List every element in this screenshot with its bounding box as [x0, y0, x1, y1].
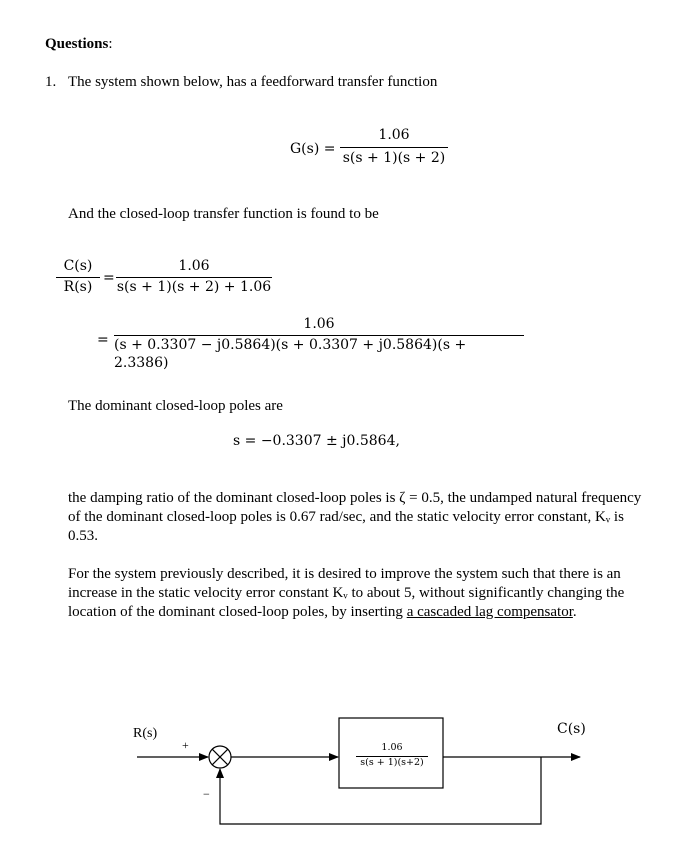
plant-numerator: 1.06 [381, 742, 403, 753]
dominant-poles-intro: The dominant closed-loop poles are [68, 398, 283, 414]
summing-plus-sign: + [182, 738, 189, 752]
lag-compensator-phrase: a cascaded lag compensator [406, 604, 573, 620]
closed-loop-denominator-1: s(s + 1)(s + 2) + 1.06 [116, 279, 272, 295]
diagram-output-label: C(s) [557, 721, 586, 737]
dominant-poles-value: s = −0.3307 ± j0.5864, [233, 433, 400, 449]
equals-sign-1: = [103, 270, 115, 286]
heading-text: Questions [45, 36, 109, 52]
c-over-r-denominator: R(s) [63, 279, 93, 295]
c-over-r-numerator: C(s) [63, 258, 93, 274]
objective-period: . [572, 604, 577, 620]
g-lhs: G(s) = [290, 141, 336, 157]
plant-denominator: s(s + 1)(s+2) [360, 757, 424, 768]
question-number: 1. [45, 74, 57, 90]
summing-junction [209, 746, 231, 768]
closed-loop-intro: And the closed-loop transfer function is found to be [68, 206, 379, 222]
equals-sign-2: = [97, 332, 109, 348]
diagram-input-label: R(s) [133, 726, 158, 741]
g-denominator: s(s + 1)(s + 2) [342, 150, 446, 166]
g-numerator: 1.06 [378, 127, 410, 143]
closed-loop-numerator-1: 1.06 [178, 258, 210, 274]
summing-minus-sign: − [203, 787, 210, 801]
heading-colon: : [108, 36, 113, 52]
plant-transfer-function [356, 742, 428, 769]
closed-loop-denominator-2: (s + 0.3307 − j0.5864)(s + 0.3307 + j0.5864)(s + 2.3386) [114, 337, 467, 371]
question-intro: The system shown below, has a feedforward transfer function [68, 74, 438, 90]
closed-loop-numerator-2: 1.06 [303, 316, 335, 332]
damping-paragraph: the damping ratio of the dominant closed-loop poles is ζ = 0.5, the undamped natural frequency of the dominant closed-loop poles is 0.67 rad/sec, and the static velocity error constant, Kᵥ is 0.53. [68, 490, 642, 544]
objective-text: For the system previously described, it is desired to improve the system such that there is an increase in the static velocity error constant Kᵥ to about 5, without significantly changing the location of the dominant closed-loop poles, by inserting [68, 566, 625, 620]
